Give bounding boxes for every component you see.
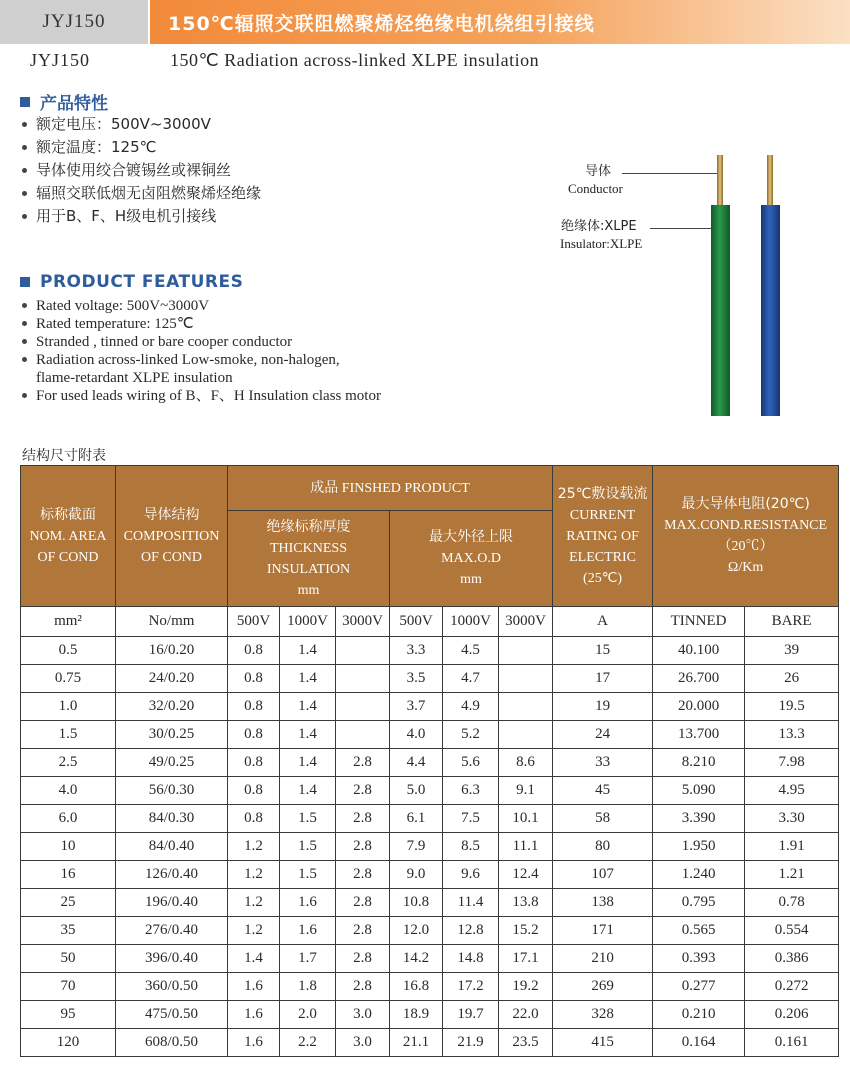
table-cell: 1.2 bbox=[228, 861, 280, 889]
list-item: Rated temperature: 125℃ bbox=[22, 315, 381, 333]
table-cell: 196/0.40 bbox=[116, 889, 228, 917]
unit-cell: 3000V bbox=[336, 607, 390, 637]
table-cell: 7.5 bbox=[443, 805, 499, 833]
model-code: JYJ150 bbox=[42, 11, 106, 32]
table-cell: 276/0.40 bbox=[116, 917, 228, 945]
table-cell: 12.0 bbox=[390, 917, 443, 945]
table-cell: 19.5 bbox=[745, 693, 839, 721]
table-cell: 1.5 bbox=[21, 721, 116, 749]
table-cell: 0.164 bbox=[653, 1029, 745, 1057]
table-cell: 5.0 bbox=[390, 777, 443, 805]
table-cell: 6.1 bbox=[390, 805, 443, 833]
table-cell: 126/0.40 bbox=[116, 861, 228, 889]
table-cell: 80 bbox=[553, 833, 653, 861]
table-cell: 50 bbox=[21, 945, 116, 973]
table-cell: 25 bbox=[21, 889, 116, 917]
table-cell: 1.6 bbox=[228, 1001, 280, 1029]
table-cell: 13.3 bbox=[745, 721, 839, 749]
table-row bbox=[21, 721, 839, 749]
table-cell: 171 bbox=[553, 917, 653, 945]
table-cell: 2.8 bbox=[336, 749, 390, 777]
table-cell: 2.8 bbox=[336, 805, 390, 833]
unit-cell: 1000V bbox=[443, 607, 499, 637]
unit-cell: 1000V bbox=[280, 607, 336, 637]
table-cell: 4.9 bbox=[443, 693, 499, 721]
table-cell: 328 bbox=[553, 1001, 653, 1029]
table-cell: 3.30 bbox=[745, 805, 839, 833]
table-cell bbox=[499, 665, 553, 693]
table-cell: 2.8 bbox=[336, 945, 390, 973]
table-cell: 8.5 bbox=[443, 833, 499, 861]
table-row bbox=[21, 805, 839, 833]
table-row bbox=[21, 1001, 839, 1029]
table-cell: 7.98 bbox=[745, 749, 839, 777]
table-cell: 0.554 bbox=[745, 917, 839, 945]
list-item: 额定电压：500V~3000V bbox=[22, 113, 261, 136]
table-cell: 3.7 bbox=[390, 693, 443, 721]
unit-cell: 3000V bbox=[499, 607, 553, 637]
table-cell: 11.1 bbox=[499, 833, 553, 861]
table-row bbox=[21, 833, 839, 861]
table-cell: 6.0 bbox=[21, 805, 116, 833]
table-cell: 0.8 bbox=[228, 637, 280, 665]
insulator-label-cn: 绝缘体:XLPE bbox=[561, 219, 637, 234]
table-row bbox=[21, 945, 839, 973]
table-row bbox=[21, 749, 839, 777]
table-cell: 1.5 bbox=[280, 805, 336, 833]
table-cell: 15 bbox=[553, 637, 653, 665]
unit-cell: BARE bbox=[745, 607, 839, 637]
conductor-label-cn: 导体 bbox=[585, 164, 612, 179]
square-bullet-icon bbox=[20, 97, 30, 107]
table-cell: 475/0.50 bbox=[116, 1001, 228, 1029]
table-cell: 16/0.20 bbox=[116, 637, 228, 665]
table-cell: 19.7 bbox=[443, 1001, 499, 1029]
table-cell: 3.0 bbox=[336, 1029, 390, 1057]
table-cell: 0.8 bbox=[228, 665, 280, 693]
table-row bbox=[21, 973, 839, 1001]
table-cell: 0.8 bbox=[228, 805, 280, 833]
table-cell: 7.9 bbox=[390, 833, 443, 861]
table-cell: 0.8 bbox=[228, 749, 280, 777]
list-item: 额定温度：125℃ bbox=[22, 136, 261, 159]
table-cell: 1.8 bbox=[280, 973, 336, 1001]
unit-cell: mm² bbox=[21, 607, 116, 637]
table-cell: 1.5 bbox=[280, 861, 336, 889]
table-cell: 138 bbox=[553, 889, 653, 917]
list-item: Stranded , tinned or bare cooper conductor bbox=[22, 333, 381, 351]
table-cell: 33 bbox=[553, 749, 653, 777]
green-wire-conductor bbox=[717, 155, 723, 213]
table-cell: 1.6 bbox=[280, 917, 336, 945]
table-cell: 2.8 bbox=[336, 861, 390, 889]
table-cell: 10 bbox=[21, 833, 116, 861]
table-cell: 20.000 bbox=[653, 693, 745, 721]
table-cell: 0.210 bbox=[653, 1001, 745, 1029]
table-row bbox=[21, 777, 839, 805]
table-row bbox=[21, 693, 839, 721]
table-cell: 17.2 bbox=[443, 973, 499, 1001]
title-cn: 150℃辐照交联阻燃聚烯烃绝缘电机绕组引接线 bbox=[168, 12, 595, 35]
table-cell bbox=[499, 721, 553, 749]
list-item: 用于B、F、H级电机引接线 bbox=[22, 205, 261, 228]
table-cell: 14.8 bbox=[443, 945, 499, 973]
table-cell: 11.4 bbox=[443, 889, 499, 917]
features-cn-list bbox=[22, 113, 261, 228]
table-cell: 3.0 bbox=[336, 1001, 390, 1029]
table-cell: 13.8 bbox=[499, 889, 553, 917]
list-item: Rated voltage: 500V~3000V bbox=[22, 297, 381, 315]
table-cell: 1.2 bbox=[228, 917, 280, 945]
table-cell: 4.4 bbox=[390, 749, 443, 777]
table-cell: 2.0 bbox=[280, 1001, 336, 1029]
table-cell: 0.5 bbox=[21, 637, 116, 665]
bullet-icon bbox=[22, 122, 27, 127]
col-max-od: 最大外径上限 MAX.O.D mm bbox=[390, 511, 553, 607]
unit-cell: TINNED bbox=[653, 607, 745, 637]
features-cn-heading bbox=[20, 89, 108, 114]
table-cell bbox=[499, 693, 553, 721]
table-cell: 1.4 bbox=[280, 693, 336, 721]
bullet-icon bbox=[22, 145, 27, 150]
table-cell: 210 bbox=[553, 945, 653, 973]
table-cell bbox=[499, 637, 553, 665]
table-cell: 0.795 bbox=[653, 889, 745, 917]
table-cell: 1.6 bbox=[280, 889, 336, 917]
table-cell: 4.0 bbox=[390, 721, 443, 749]
col-composition: 导体结构 COMPOSITION OF COND bbox=[116, 466, 228, 607]
table-cell: 396/0.40 bbox=[116, 945, 228, 973]
table-cell: 1.4 bbox=[280, 665, 336, 693]
table-cell: 95 bbox=[21, 1001, 116, 1029]
unit-cell: A bbox=[553, 607, 653, 637]
table-cell bbox=[336, 637, 390, 665]
model-code-box bbox=[0, 0, 148, 44]
col-thickness: 绝缘标称厚度 THICKNESS INSULATION mm bbox=[228, 511, 390, 607]
table-cell: 16 bbox=[21, 861, 116, 889]
table-row bbox=[21, 889, 839, 917]
table-cell: 5.090 bbox=[653, 777, 745, 805]
list-item: Radiation across-linked Low-smoke, non-halogen, flame-retardant XLPE insulation bbox=[22, 351, 381, 387]
table-cell: 0.565 bbox=[653, 917, 745, 945]
col-max-resistance: 最大导体电阻(20℃) MAX.COND.RESISTANCE （20℃） Ω/Km bbox=[653, 466, 839, 607]
units-row bbox=[21, 607, 839, 637]
table-cell: 9.1 bbox=[499, 777, 553, 805]
unit-cell: 500V bbox=[390, 607, 443, 637]
table-cell: 0.8 bbox=[228, 721, 280, 749]
table-cell: 49/0.25 bbox=[116, 749, 228, 777]
col-nom-area: 标称截面 NOM. AREA OF COND bbox=[21, 466, 116, 607]
table-cell: 2.8 bbox=[336, 833, 390, 861]
features-en-heading bbox=[20, 272, 243, 292]
table-cell: 0.393 bbox=[653, 945, 745, 973]
table-cell: 0.78 bbox=[745, 889, 839, 917]
table-cell: 0.8 bbox=[228, 693, 280, 721]
table-cell: 2.8 bbox=[336, 889, 390, 917]
table-cell: 608/0.50 bbox=[116, 1029, 228, 1057]
table-cell: 26 bbox=[745, 665, 839, 693]
table-cell: 120 bbox=[21, 1029, 116, 1057]
bullet-icon bbox=[22, 357, 27, 362]
table-cell: 4.5 bbox=[443, 637, 499, 665]
table-cell: 1.0 bbox=[21, 693, 116, 721]
table-cell: 23.5 bbox=[499, 1029, 553, 1057]
table-cell: 24/0.20 bbox=[116, 665, 228, 693]
green-wire-insulation bbox=[711, 205, 730, 416]
table-cell: 4.95 bbox=[745, 777, 839, 805]
bullet-icon bbox=[22, 303, 27, 308]
table-cell: 2.8 bbox=[336, 973, 390, 1001]
table-cell: 58 bbox=[553, 805, 653, 833]
table-cell: 415 bbox=[553, 1029, 653, 1057]
table-cell: 17.1 bbox=[499, 945, 553, 973]
table-cell: 84/0.30 bbox=[116, 805, 228, 833]
table-cell: 1.950 bbox=[653, 833, 745, 861]
table-cell: 1.4 bbox=[280, 749, 336, 777]
list-item: 导体使用绞合镀锡丝或裸铜丝 bbox=[22, 159, 261, 182]
features-en-list bbox=[22, 297, 381, 405]
table-cell: 19 bbox=[553, 693, 653, 721]
col-current-rating: 25℃敷设载流 CURRENT RATING OF ELECTRIC (25℃) bbox=[553, 466, 653, 607]
unit-cell: No/mm bbox=[116, 607, 228, 637]
table-cell: 3.390 bbox=[653, 805, 745, 833]
table-cell: 12.4 bbox=[499, 861, 553, 889]
bullet-icon bbox=[22, 393, 27, 398]
table-cell: 1.7 bbox=[280, 945, 336, 973]
title-banner bbox=[150, 0, 850, 44]
table-cell: 1.4 bbox=[280, 637, 336, 665]
table-cell: 10.1 bbox=[499, 805, 553, 833]
table-cell: 2.2 bbox=[280, 1029, 336, 1057]
wire-diagram bbox=[700, 150, 800, 420]
bullet-icon bbox=[22, 214, 27, 219]
table-cell: 9.0 bbox=[390, 861, 443, 889]
table-cell: 15.2 bbox=[499, 917, 553, 945]
table-cell: 1.4 bbox=[228, 945, 280, 973]
table-cell: 1.5 bbox=[280, 833, 336, 861]
list-item: 辐照交联低烟无卤阻燃聚烯烃绝缘 bbox=[22, 182, 261, 205]
table-cell: 17 bbox=[553, 665, 653, 693]
table-row bbox=[21, 637, 839, 665]
table-cell: 3.3 bbox=[390, 637, 443, 665]
blue-wire-conductor bbox=[767, 155, 773, 213]
table-cell: 6.3 bbox=[443, 777, 499, 805]
table-cell: 19.2 bbox=[499, 973, 553, 1001]
table-cell: 4.7 bbox=[443, 665, 499, 693]
table-cell: 0.161 bbox=[745, 1029, 839, 1057]
table-row bbox=[21, 665, 839, 693]
table-cell: 10.8 bbox=[390, 889, 443, 917]
insulator-label-en: Insulator:XLPE bbox=[560, 236, 643, 251]
table-cell: 360/0.50 bbox=[116, 973, 228, 1001]
table-cell: 21.9 bbox=[443, 1029, 499, 1057]
table-cell: 0.272 bbox=[745, 973, 839, 1001]
conductor-label-en: Conductor bbox=[568, 181, 623, 196]
table-cell: 1.6 bbox=[228, 1029, 280, 1057]
table-cell bbox=[336, 693, 390, 721]
table-cell: 2.5 bbox=[21, 749, 116, 777]
col-finished-product: 成品 FINSHED PRODUCT bbox=[228, 466, 553, 511]
table-cell: 269 bbox=[553, 973, 653, 1001]
table-cell: 1.91 bbox=[745, 833, 839, 861]
table-row bbox=[21, 1029, 839, 1057]
table-cell: 18.9 bbox=[390, 1001, 443, 1029]
table-cell: 1.6 bbox=[228, 973, 280, 1001]
table-cell: 30/0.25 bbox=[116, 721, 228, 749]
model-code-sub: JYJ150 bbox=[30, 50, 91, 70]
table-cell: 12.8 bbox=[443, 917, 499, 945]
table-cell: 0.8 bbox=[228, 777, 280, 805]
spec-table bbox=[20, 465, 839, 1057]
table-cell: 8.210 bbox=[653, 749, 745, 777]
blue-wire-insulation bbox=[761, 205, 780, 416]
table-cell: 2.8 bbox=[336, 777, 390, 805]
table-cell: 2.8 bbox=[336, 917, 390, 945]
features-en-title: PRODUCT FEATURES bbox=[40, 272, 244, 292]
table-cell: 32/0.20 bbox=[116, 693, 228, 721]
features-cn-title: 产品特性 bbox=[40, 94, 108, 114]
table-row bbox=[21, 861, 839, 889]
table-cell: 14.2 bbox=[390, 945, 443, 973]
table-cell: 16.8 bbox=[390, 973, 443, 1001]
table-cell: 9.6 bbox=[443, 861, 499, 889]
table-cell: 3.5 bbox=[390, 665, 443, 693]
table-cell: 84/0.40 bbox=[116, 833, 228, 861]
table-cell: 70 bbox=[21, 973, 116, 1001]
bullet-icon bbox=[22, 191, 27, 196]
table-cell: 1.2 bbox=[228, 833, 280, 861]
table-cell: 0.277 bbox=[653, 973, 745, 1001]
table-cell: 5.2 bbox=[443, 721, 499, 749]
bullet-icon bbox=[22, 339, 27, 344]
table-row bbox=[21, 917, 839, 945]
table-cell: 0.386 bbox=[745, 945, 839, 973]
bullet-icon bbox=[22, 321, 27, 326]
table-cell: 39 bbox=[745, 637, 839, 665]
square-bullet-icon bbox=[20, 277, 30, 287]
table-cell: 0.75 bbox=[21, 665, 116, 693]
table-cell: 13.700 bbox=[653, 721, 745, 749]
bullet-icon bbox=[22, 168, 27, 173]
table-cell bbox=[336, 721, 390, 749]
table-cell bbox=[336, 665, 390, 693]
table-cell: 1.21 bbox=[745, 861, 839, 889]
table-cell: 5.6 bbox=[443, 749, 499, 777]
list-item: For used leads wiring of B、F、H Insulation class motor bbox=[22, 387, 381, 405]
table-title: 结构尺寸附表 bbox=[22, 448, 106, 464]
table-cell: 26.700 bbox=[653, 665, 745, 693]
table-cell: 107 bbox=[553, 861, 653, 889]
table-cell: 40.100 bbox=[653, 637, 745, 665]
table-cell: 35 bbox=[21, 917, 116, 945]
table-cell: 1.240 bbox=[653, 861, 745, 889]
table-cell: 1.4 bbox=[280, 777, 336, 805]
table-cell: 22.0 bbox=[499, 1001, 553, 1029]
title-en: 150℃ Radiation across-linked XLPE insulation bbox=[170, 50, 540, 70]
table-cell: 21.1 bbox=[390, 1029, 443, 1057]
table-cell: 8.6 bbox=[499, 749, 553, 777]
table-cell: 45 bbox=[553, 777, 653, 805]
unit-cell: 500V bbox=[228, 607, 280, 637]
table-cell: 56/0.30 bbox=[116, 777, 228, 805]
table-cell: 4.0 bbox=[21, 777, 116, 805]
table-cell: 0.206 bbox=[745, 1001, 839, 1029]
table-cell: 24 bbox=[553, 721, 653, 749]
table-cell: 1.4 bbox=[280, 721, 336, 749]
table-cell: 1.2 bbox=[228, 889, 280, 917]
